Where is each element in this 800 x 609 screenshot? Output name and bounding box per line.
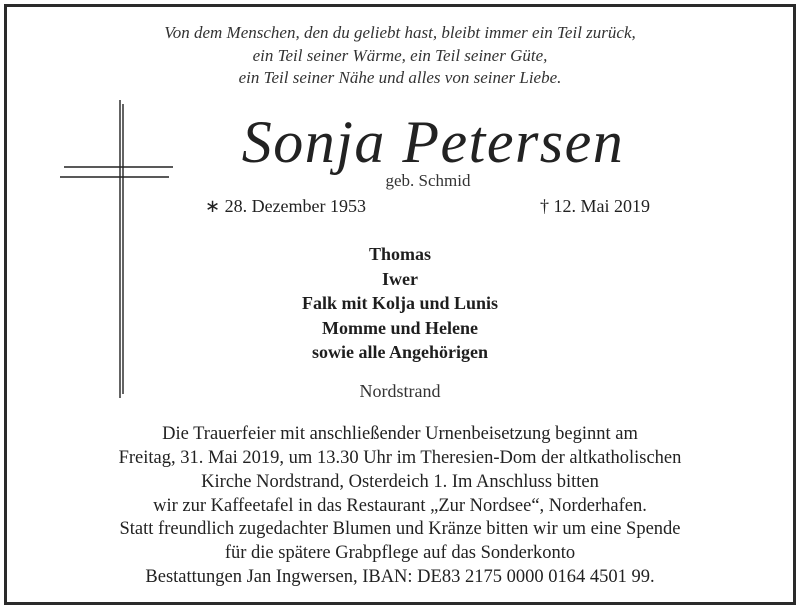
poem-line: ein Teil seiner Wärme, ein Teil seiner Güte, [252, 45, 548, 65]
donation-notice [0, 517, 800, 589]
poem-line: Von dem Menschen, den du geliebt hast, bleibt immer ein Teil zurück, [164, 23, 636, 42]
funeral-line: Kirche Nordstrand, Osterdeich 1. Im Anschluss bitten [201, 472, 599, 492]
donation-line: Bestattungen Jan Ingwersen, IBAN: DE83 2175 0000 0164 4501 99. [145, 567, 655, 587]
birth-date: ∗ 28. Dezember 1953 [205, 196, 367, 216]
mourner: Iwer [382, 268, 418, 289]
maiden-name: geb. Schmid [385, 171, 471, 190]
memorial-poem [0, 22, 800, 90]
funeral-line: wir zur Kaffeetafel in das Restaurant „Zur Nordsee“, Norderhafen. [153, 496, 647, 516]
funeral-line: Freitag, 31. Mai 2019, um 13.30 Uhr im Theresien-Dom der altkatholischen [118, 448, 682, 468]
mourners-list [0, 242, 800, 365]
mourner: Thomas [368, 244, 431, 264]
donation-line: für die spätere Grabpflege auf das Sonderkonto [224, 543, 576, 563]
mourner: Momme und Helene [322, 317, 478, 338]
funeral-line: Die Trauerfeier mit anschließender Urnenbeisetzung beginnt am [162, 424, 638, 444]
poem-line: ein Teil seiner Nähe und alles von seiner Liebe. [238, 68, 562, 87]
funeral-notice [0, 422, 800, 518]
donation-line: Statt freundlich zugedachter Blumen und Kränze bitten wir um eine Spende [119, 519, 681, 539]
death-date: † 12. Mai 2019 [540, 196, 650, 216]
mourner: sowie alle Angehörigen [312, 342, 488, 363]
location: Nordstrand [359, 381, 441, 401]
mourner: Falk mit Kolja und Lunis [301, 293, 499, 314]
deceased-name: Sonja Petersen [241, 109, 625, 175]
